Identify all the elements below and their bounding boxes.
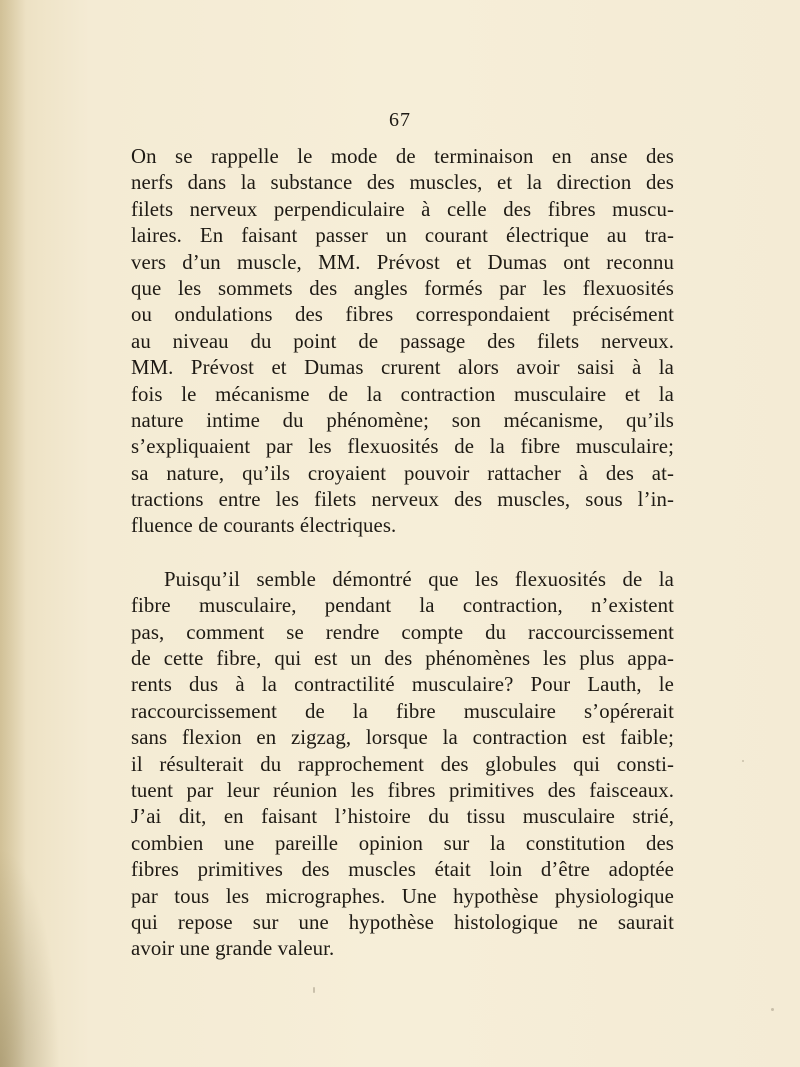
paragraph	[131, 144, 674, 540]
text-line: tractions entre les filets nerveux des muscles, sous l’in-	[131, 488, 674, 512]
body-text	[131, 144, 674, 963]
text-line: avoir une grande valeur.	[131, 937, 335, 961]
text-line: nerfs dans la substance des muscles, et la direction des	[131, 171, 674, 195]
text-line: sa nature, qu’ils croyaient pouvoir rattacher à des at-	[131, 461, 674, 485]
text-line: au niveau du point de passage des filets nerveux.	[131, 329, 674, 353]
text-line: nature intime du phénomène; son mécanisme, qu’ils	[131, 408, 674, 432]
paragraph	[131, 567, 674, 963]
text-line: s’expliquaient par les flexuosités de la fibre musculaire;	[131, 435, 674, 459]
text-line: par tous les micrographes. Une hypothèse physiologique	[131, 884, 674, 908]
paper-speck	[742, 760, 744, 762]
text-line: pas, comment se rendre compte du raccourcissement	[131, 620, 674, 644]
text-line: laires. En faisant passer un courant électrique au tra-	[131, 224, 674, 248]
text-line: Puisqu’il semble démontré que les flexuosités de la	[164, 567, 674, 591]
text-line: J’ai dit, en faisant l’histoire du tissu musculaire strié,	[131, 805, 674, 829]
text-line: vers d’un muscle, MM. Prévost et Dumas ont reconnu	[131, 250, 674, 274]
paper-speck	[313, 987, 315, 993]
text-line: que les sommets des angles formés par les flexuosités	[131, 276, 674, 300]
text-line: raccourcissement de la fibre musculaire s’opérerait	[131, 699, 674, 723]
text-line: filets nerveux perpendiculaire à celle des fibres muscu-	[131, 197, 674, 221]
text-line: tuent par leur réunion les fibres primitives des faisceaux.	[131, 778, 674, 802]
text-line: MM. Prévost et Dumas crurent alors avoir saisi à la	[131, 356, 674, 380]
text-line: ou ondulations des fibres correspondaient précisément	[131, 303, 674, 327]
page-number: 67	[389, 109, 411, 131]
page-corner-stain	[0, 847, 60, 1067]
text-line: fibres primitives des muscles était loin d’être adoptée	[131, 858, 674, 882]
text-line: sans flexion en zigzag, lorsque la contraction est faible;	[131, 726, 674, 750]
text-line: rents dus à la contractilité musculaire? Pour Lauth, le	[131, 673, 674, 697]
text-line: il résulterait du rapprochement des globules qui consti-	[131, 752, 674, 776]
paper-speck	[771, 1008, 774, 1011]
text-line: fluence de courants électriques.	[131, 514, 397, 538]
text-line: combien une pareille opinion sur la constitution des	[131, 831, 674, 855]
text-line: fois le mécanisme de la contraction musculaire et la	[131, 382, 674, 406]
text-line: de cette fibre, qui est un des phénomènes les plus appa-	[131, 647, 674, 671]
text-line: fibre musculaire, pendant la contraction, n’existent	[131, 594, 674, 618]
text-line: On se rappelle le mode de terminaison en anse des	[131, 145, 674, 168]
text-line: qui repose sur une hypothèse histologique ne saurait	[131, 910, 674, 934]
